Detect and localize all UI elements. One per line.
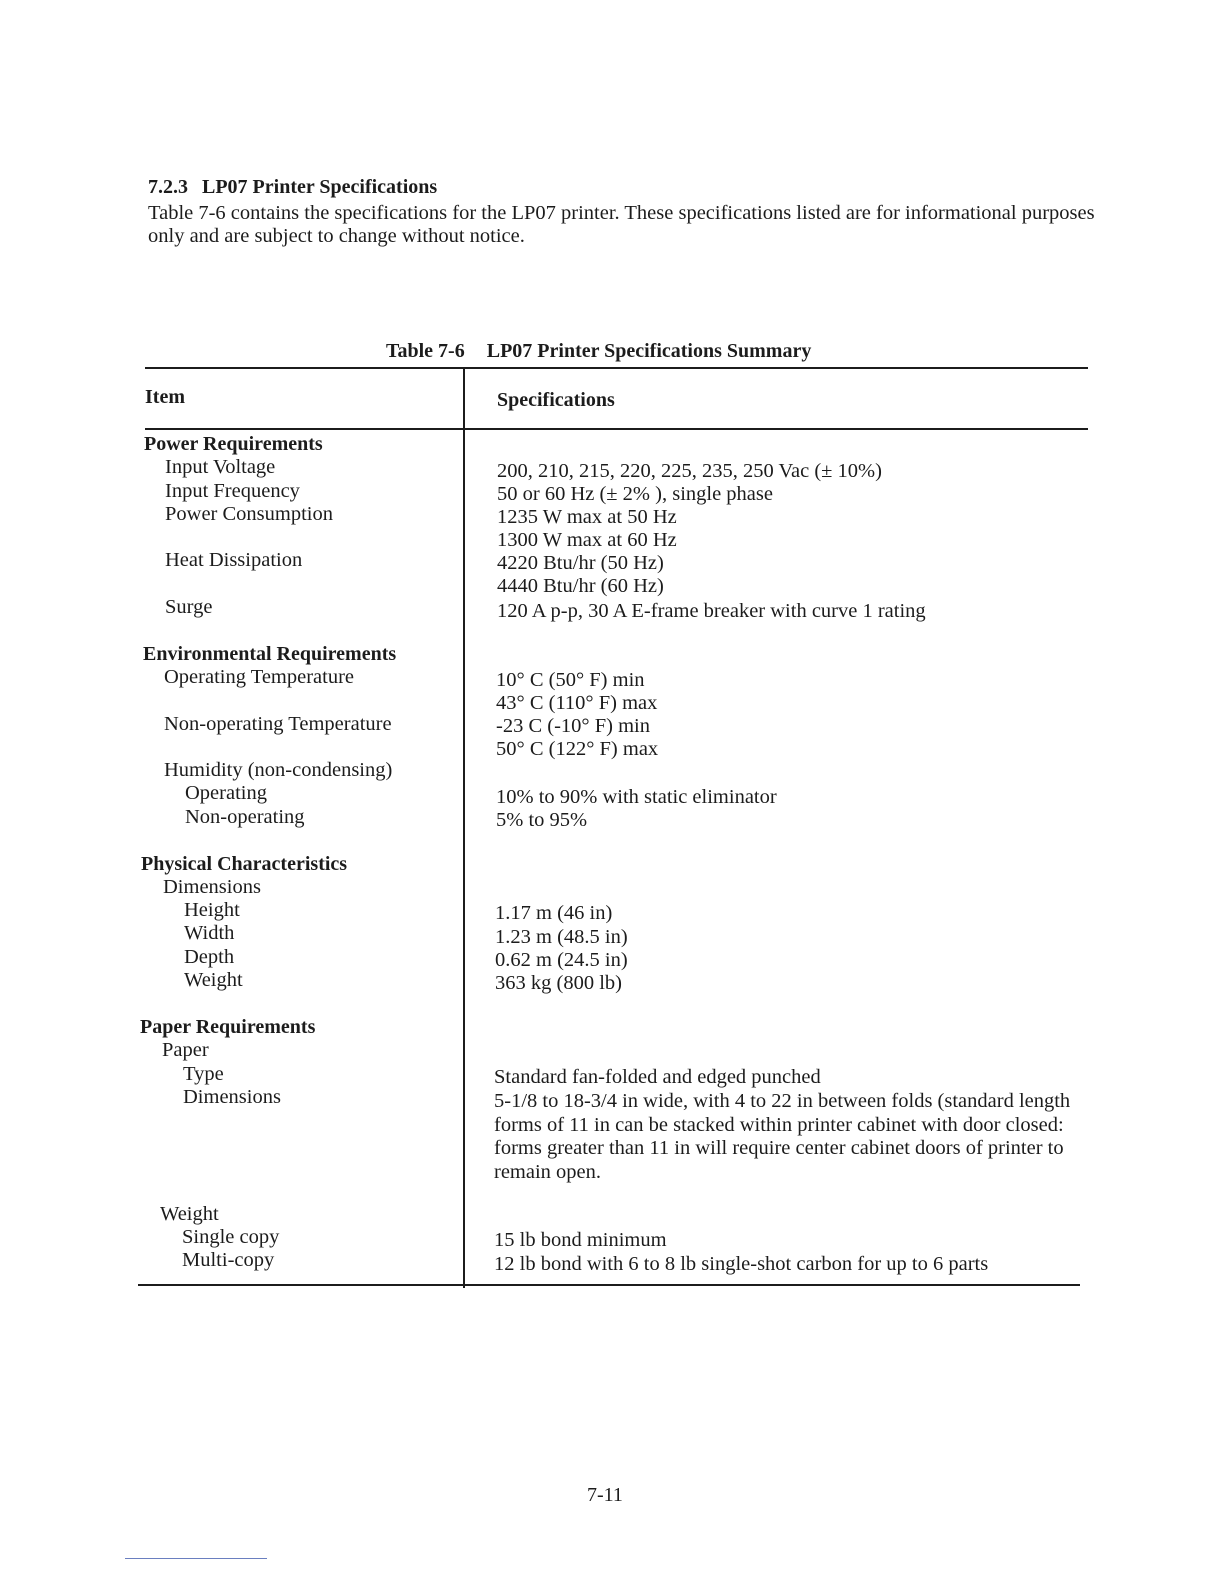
label-operating-temperature: Operating Temperature [164,666,355,688]
label-humidity-nonoperating: Non-operating [185,806,305,828]
label-power-consumption: Power Consumption [165,503,333,525]
section-number: 7.2.3 [148,176,188,198]
intro-paragraph: Table 7-6 contains the specifications for the LP07 printer. These specifications listed are for informational purposes only and are subject to change without notice. [148,202,1095,247]
value-input-voltage: 200, 210, 215, 220, 225, 235, 250 Vac (± 10%) [497,460,882,482]
section-title: LP07 Printer Specifications [202,176,438,198]
value-operating-temp-max: 43° C (110° F) max [496,692,658,714]
label-surge: Surge [165,596,213,618]
value-multi-copy: 12 lb bond with 6 to 8 lb single-shot carbon for up to 6 parts [494,1253,989,1275]
label-weight: Weight [184,969,243,991]
label-multi-copy: Multi-copy [182,1249,275,1271]
table-top-rule [145,367,1088,369]
value-paper-type: Standard fan-folded and edged punched [494,1066,821,1088]
value-nonoperating-temp-max: 50° C (122° F) max [496,738,659,760]
label-paper: Paper [162,1039,209,1061]
page-number: 7-11 [587,1484,623,1506]
label-input-frequency: Input Frequency [165,480,300,502]
value-height: 1.17 m (46 in) [495,902,613,924]
value-heat-dissipation-60hz: 4440 Btu/hr (60 Hz) [497,575,664,597]
table-caption-title: LP07 Printer Specifications Summary [486,340,812,362]
section-paper-requirements: Paper Requirements [140,1016,316,1038]
value-humidity-operating: 10% to 90% with static eliminator [496,786,777,808]
value-single-copy: 15 lb bond minimum [494,1229,667,1251]
value-heat-dissipation-50hz: 4220 Btu/hr (50 Hz) [497,552,664,574]
table-bottom-rule [138,1284,1080,1286]
value-operating-temp-min: 10° C (50° F) min [496,669,645,691]
value-weight: 363 kg (800 lb) [495,972,622,994]
value-power-consumption-60hz: 1300 W max at 60 Hz [497,529,677,551]
value-power-consumption-50hz: 1235 W max at 50 Hz [497,506,677,528]
section-environmental-requirements: Environmental Requirements [143,643,397,665]
value-humidity-nonoperating: 5% to 95% [496,809,588,831]
label-humidity-operating: Operating [185,782,267,804]
label-paper-weight: Weight [160,1203,219,1225]
label-height: Height [184,899,240,921]
value-nonoperating-temp-min: -23 C (-10° F) min [496,715,650,737]
label-input-voltage: Input Voltage [165,456,276,478]
label-heat-dissipation: Heat Dissipation [165,549,303,571]
value-depth: 0.62 m (24.5 in) [495,949,628,971]
footer-line [125,1558,267,1559]
label-paper-dimensions: Dimensions [183,1086,281,1108]
table-caption-label: Table 7-6 [386,340,465,362]
label-width: Width [184,922,235,944]
column-header-item: Item [145,386,185,408]
table-column-divider [463,368,465,1288]
value-surge: 120 A p-p, 30 A E-frame breaker with curve 1 rating [497,600,926,622]
value-input-frequency: 50 or 60 Hz (± 2% ), single phase [497,483,773,505]
section-power-requirements: Power Requirements [144,433,323,455]
label-nonoperating-temperature: Non-operating Temperature [164,713,392,735]
table-header-rule [145,428,1088,430]
label-humidity: Humidity (non-condensing) [164,759,393,781]
label-dimensions: Dimensions [163,876,261,898]
table-caption [386,340,811,363]
value-paper-dimensions: 5-1/8 to 18-3/4 in wide, with 4 to 22 in between folds (standard length forms of 11 in can be stacked within printer cabinet with door closed: forms greater than 11 in will require center cabinet doors of printer to remain open. [494,1090,1071,1183]
section-heading [148,176,437,199]
value-width: 1.23 m (48.5 in) [495,926,628,948]
label-paper-type: Type [183,1063,224,1085]
label-depth: Depth [184,946,235,968]
section-physical-characteristics: Physical Characteristics [141,853,348,875]
column-header-specifications: Specifications [497,389,615,411]
label-single-copy: Single copy [182,1226,280,1248]
